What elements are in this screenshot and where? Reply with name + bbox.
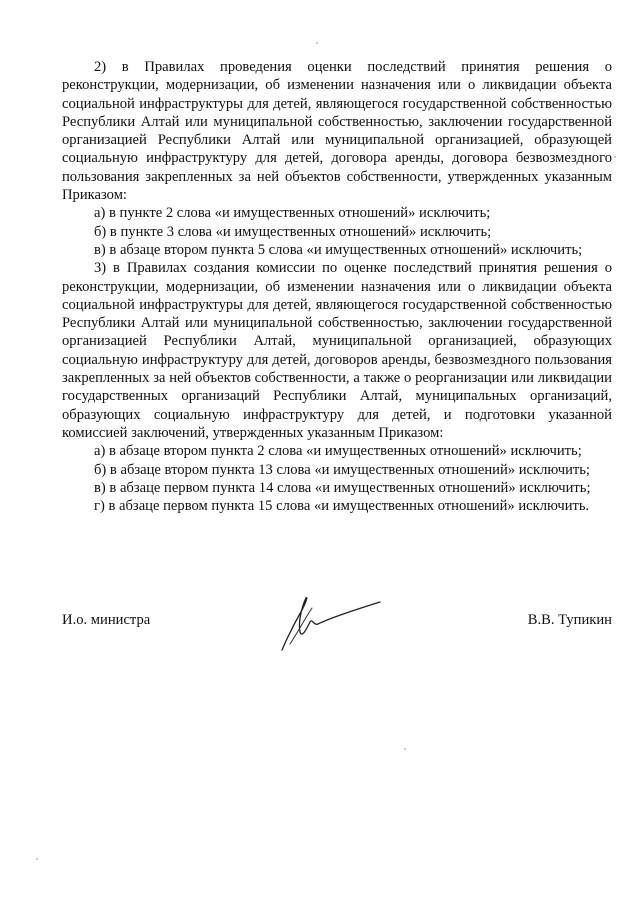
paragraph-2: 2) в Правилах проведения оценки последствий принятия решения о реконструкции, модернизации, об изменении назначения или о ликвидации объекта социальной инфраструктуры для детей, являющегося государственной собственностью Республики Алтай или муниципальной собственностью, заключении государственной организацией Республики Алтай или муниципальной организацией, образующей социальную инфраструктуру для детей, договора аренды, договора безвозмездного пользования закрепленных за ней объектов собственности, утвержденных указанным Приказом: bbox=[62, 59, 612, 204]
handwritten-signature bbox=[268, 586, 388, 656]
scan-speck bbox=[404, 748, 406, 750]
subitem-v: в) в абзаце втором пункта 5 слова «и имущественных отношений» исключить; bbox=[94, 241, 583, 258]
signatory-name: В.В. Тупикин bbox=[527, 612, 612, 628]
subitem-a: а) в пункте 2 слова «и имущественных отношений» исключить; bbox=[94, 205, 491, 222]
scan-speck bbox=[614, 156, 616, 158]
subitem-a: а) в абзаце втором пункта 2 слова «и имущественных отношений» исключить; bbox=[94, 443, 582, 460]
subitem-b: б) в пункте 3 слова «и имущественных отношений» исключить; bbox=[94, 223, 492, 240]
subitem-b: б) в абзаце втором пункта 13 слова «и имущественных отношений» исключить; bbox=[94, 461, 590, 478]
signatory-position: И.о. министра bbox=[62, 612, 151, 628]
subitem-v: в) в абзаце первом пункта 14 слова «и имущественных отношений» исключить; bbox=[94, 479, 591, 496]
subitem-g: г) в абзаце первом пункта 15 слова «и имущественных отношений» исключить. bbox=[94, 498, 590, 515]
scan-speck bbox=[316, 42, 318, 44]
document-body bbox=[62, 58, 612, 515]
paragraph-3: 3) в Правилах создания комиссии по оценке последствий принятия решения о реконструкции, модернизации, об изменении назначения или о ликвидации объекта социальной инфраструктуры для детей, являющегося государственной собственностью Республики Алтай или муниципальной собственностью, заключении государственной организацией Республики Алтай, муниципальной организацией, образующих социальную инфраструктуру для детей, договоров аренды, безвозмездного пользования закрепленных за ней объектов собственности, а также о реорганизации или ликвидации государственных организаций Республики Алтай, муниципальных организаций, образующих социальную инфраструктуру для детей, и подготовки указанной комиссией заключений, утвержденных указанным Приказом: bbox=[62, 260, 612, 441]
scan-speck bbox=[36, 858, 38, 860]
